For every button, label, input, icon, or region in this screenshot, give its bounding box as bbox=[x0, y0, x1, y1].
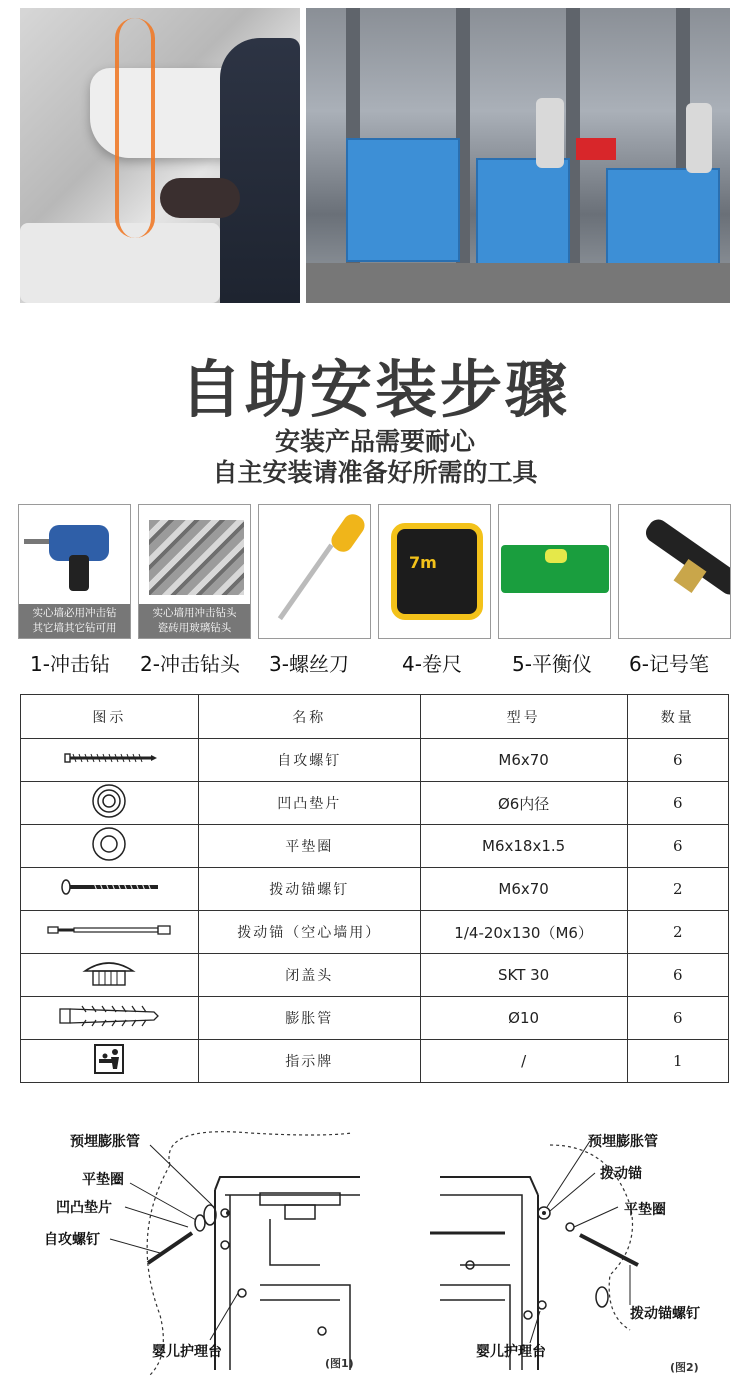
diagram-2-drawing bbox=[430, 1115, 730, 1384]
tool-card-screwdriver bbox=[258, 504, 371, 639]
part-model: M6x70 bbox=[420, 868, 627, 911]
part-qty: 2 bbox=[627, 868, 728, 911]
diagram-2-label: 婴儿护理台 bbox=[476, 1344, 546, 1360]
tool-label: 1-冲击钻 bbox=[30, 652, 110, 676]
page-title: 自助安装步骤 bbox=[179, 353, 570, 426]
table-header-row bbox=[21, 695, 729, 739]
part-model: / bbox=[420, 1040, 627, 1083]
part-qty: 2 bbox=[627, 911, 728, 954]
hero-photos bbox=[20, 8, 730, 303]
part-illustration-cell bbox=[21, 1040, 199, 1083]
tool-label: 5-平衡仪 bbox=[512, 652, 592, 676]
diagram-1-label: 凹凸垫片 bbox=[56, 1200, 112, 1216]
hopper bbox=[686, 103, 712, 173]
part-name: 指示牌 bbox=[198, 1040, 420, 1083]
diagram-2-caption: (图2) bbox=[670, 1361, 699, 1374]
table-row bbox=[21, 825, 729, 868]
part-name: 平垫圈 bbox=[198, 825, 420, 868]
column-header: 名称 bbox=[198, 695, 420, 739]
screwdriver-icon bbox=[278, 544, 334, 621]
tool-card-tape bbox=[378, 504, 491, 639]
tool-card-drill-bit bbox=[138, 504, 251, 639]
part-model: M6x70 bbox=[420, 739, 627, 782]
tool-card-marker bbox=[618, 504, 731, 639]
tool-label: 6-记号笔 bbox=[629, 652, 709, 676]
installation-diagram-2 bbox=[430, 1115, 730, 1384]
table-row bbox=[21, 739, 729, 782]
floor bbox=[306, 263, 730, 303]
machine-part bbox=[576, 138, 616, 160]
part-model: Ø6内径 bbox=[420, 782, 627, 825]
part-qty: 6 bbox=[627, 825, 728, 868]
diagram-2-label: 拨动锚螺钉 bbox=[630, 1306, 700, 1322]
diagram-1-label: 婴儿护理台 bbox=[152, 1344, 222, 1360]
hopper bbox=[536, 98, 564, 168]
subtitle-patience: 安装产品需要耐心 bbox=[274, 427, 475, 456]
impact-drill-icon bbox=[69, 555, 89, 591]
part-name: 闭盖头 bbox=[198, 954, 420, 997]
installation-diagram-1 bbox=[20, 1115, 380, 1384]
tool-caption bbox=[19, 604, 130, 638]
tool-caption-line: 实心墙必用冲击钻 bbox=[32, 607, 117, 619]
diagram-2-label: 拨动锚 bbox=[600, 1166, 642, 1182]
part-model: SKT 30 bbox=[420, 954, 627, 997]
part-model: Ø10 bbox=[420, 997, 627, 1040]
factory-photo bbox=[306, 8, 730, 303]
table-row bbox=[21, 1040, 729, 1083]
diagram-1-label: 预埋膨胀管 bbox=[70, 1134, 140, 1150]
screwdriver-icon bbox=[328, 510, 369, 555]
part-name: 膨胀管 bbox=[198, 997, 420, 1040]
tape-measure-icon bbox=[391, 523, 483, 620]
spirit-level-icon bbox=[545, 549, 567, 563]
part-name: 自攻螺钉 bbox=[198, 739, 420, 782]
tool-card-level bbox=[498, 504, 611, 639]
tool-label: 2-冲击钻头 bbox=[140, 652, 240, 676]
part-illustration-cell bbox=[21, 825, 199, 868]
worker-figure bbox=[220, 38, 300, 303]
part-qty: 6 bbox=[627, 954, 728, 997]
part-illustration-cell bbox=[21, 782, 199, 825]
tape-brand-text: 7m bbox=[409, 553, 437, 572]
diagram-2-label: 预埋膨胀管 bbox=[588, 1134, 658, 1150]
machine bbox=[476, 158, 570, 272]
part-illustration-cell bbox=[21, 739, 199, 782]
subtitle-tools: 自主安装请准备好所需的工具 bbox=[212, 458, 538, 487]
diagram-2-label: 平垫圈 bbox=[624, 1202, 666, 1218]
part-model: M6x18x1.5 bbox=[420, 825, 627, 868]
part-name: 凹凸垫片 bbox=[198, 782, 420, 825]
cap-plug-icon bbox=[79, 955, 139, 991]
part-qty: 6 bbox=[627, 997, 728, 1040]
tool-label: 3-螺丝刀 bbox=[269, 652, 349, 676]
table-row bbox=[21, 954, 729, 997]
part-name: 拨动锚螺钉 bbox=[198, 868, 420, 911]
concave-washer-icon bbox=[89, 782, 129, 820]
tool-caption bbox=[139, 604, 250, 638]
tool-card-drill bbox=[18, 504, 131, 639]
part-model: 1/4-20x130（M6） bbox=[420, 911, 627, 954]
part-illustration-cell bbox=[21, 868, 199, 911]
table-row bbox=[21, 782, 729, 825]
toggle-anchor-icon bbox=[44, 922, 174, 938]
tool-caption-line: 其它墙其它钻可用 bbox=[32, 622, 117, 634]
part-name: 拨动锚（空心墙用） bbox=[198, 911, 420, 954]
self-tapping-screw-icon bbox=[59, 751, 159, 765]
table-row bbox=[21, 997, 729, 1040]
diagram-1-label: 自攻螺钉 bbox=[44, 1232, 100, 1248]
tool-caption-line: 瓷砖用玻璃钻头 bbox=[157, 622, 232, 634]
part-illustration-cell bbox=[21, 954, 199, 997]
column-header: 型号 bbox=[420, 695, 627, 739]
sign-icon bbox=[93, 1043, 125, 1075]
parts-table bbox=[20, 694, 729, 1083]
table-row bbox=[21, 911, 729, 954]
part-qty: 6 bbox=[627, 782, 728, 825]
part-qty: 6 bbox=[627, 739, 728, 782]
flat-washer-icon bbox=[89, 825, 129, 863]
expansion-tube-icon bbox=[54, 1000, 164, 1032]
diagram-1-label: 平垫圈 bbox=[82, 1172, 124, 1188]
air-hose bbox=[115, 18, 155, 238]
part-qty: 1 bbox=[627, 1040, 728, 1083]
tools-row bbox=[18, 504, 732, 640]
tool-label: 4-卷尺 bbox=[402, 652, 462, 676]
tool-caption-line: 实心墙用冲击钻头 bbox=[152, 607, 237, 619]
drill-bit-icon bbox=[149, 520, 244, 595]
toggle-bolt-icon bbox=[54, 879, 164, 895]
diagram-1-caption: (图1) bbox=[325, 1357, 354, 1370]
impact-drill-icon bbox=[24, 539, 52, 544]
part-illustration-cell bbox=[21, 911, 199, 954]
column-header: 图示 bbox=[21, 695, 199, 739]
installation-photo bbox=[20, 8, 300, 303]
column-header: 数量 bbox=[627, 695, 728, 739]
part-illustration-cell bbox=[21, 997, 199, 1040]
machine bbox=[346, 138, 460, 262]
glove-shape bbox=[160, 178, 240, 218]
basin-shape bbox=[20, 223, 220, 303]
table-row bbox=[21, 868, 729, 911]
